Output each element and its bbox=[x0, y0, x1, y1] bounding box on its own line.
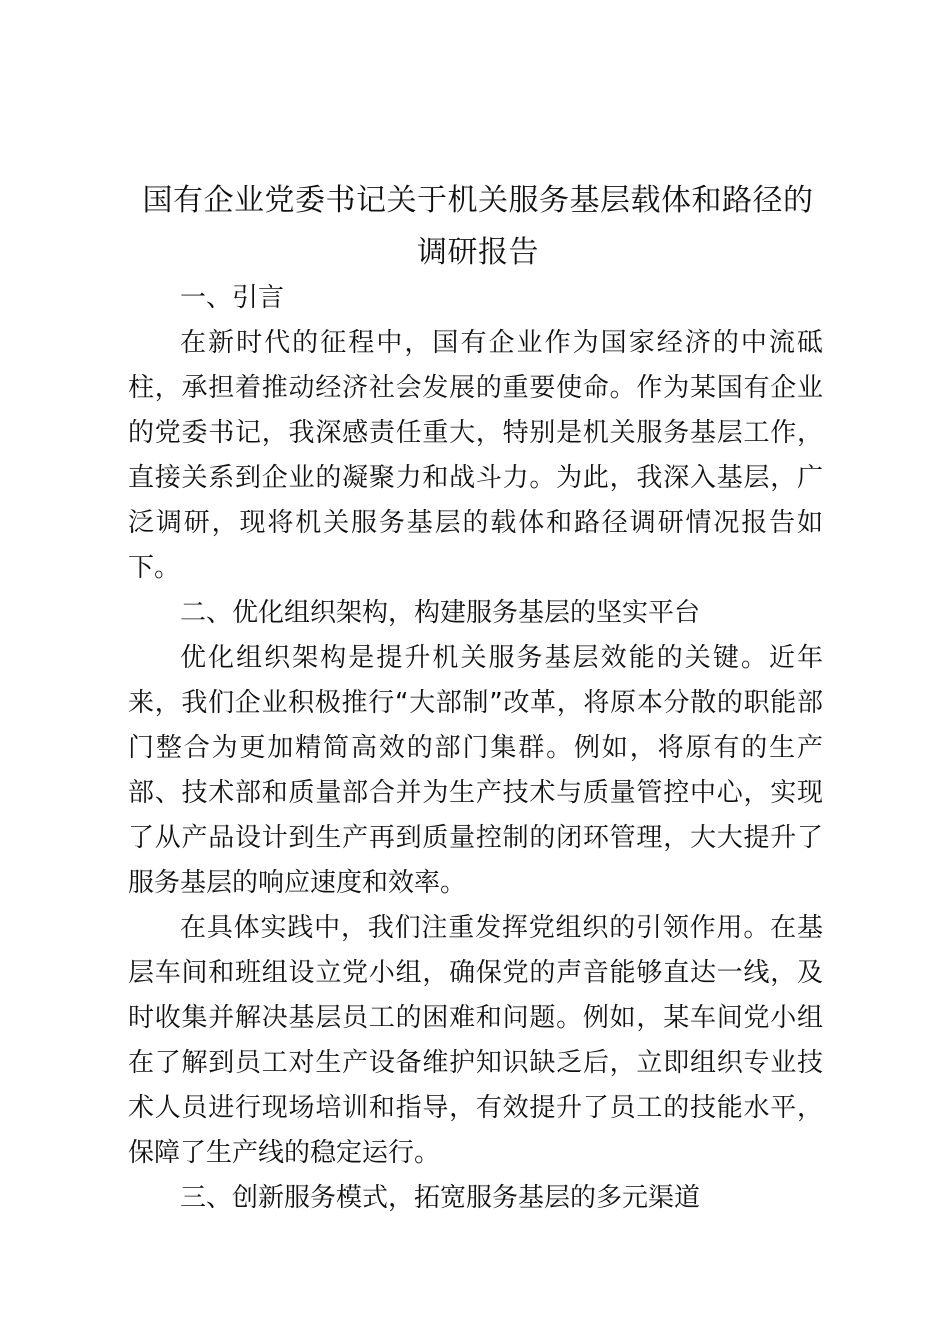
intro-paragraph: 在新时代的征程中，国有企业作为国家经济的中流砥柱，承担着推动经济社会发展的重要使命。作为某国有企业的党委书记，我深感责任重大，特别是机关服务基层工作，直接关系到企业的凝聚力和战斗力。为此，我深入基层，广泛调研，现将机关服务基层的载体和路径调研情况报告如下。 bbox=[128, 328, 823, 583]
section-heading-service-model: 三、创新服务模式，拓宽服务基层的多元渠道 bbox=[180, 1183, 701, 1213]
section-heading-intro: 一、引言 bbox=[180, 283, 285, 313]
section-heading-organization: 二、优化组织架构，构建服务基层的坚实平台 bbox=[180, 598, 701, 628]
document-title: 国有企业党委书记关于机关服务基层载体和路径的调研报告 bbox=[142, 183, 814, 270]
document-body bbox=[128, 276, 823, 1221]
organization-paragraph-1: 优化组织架构是提升机关服务基层效能的关键。近年来，我们企业积极推行“大部制”改革，将原本分散的职能部门整合为更加精简高效的部门集群。例如，将原有的生产部、技术部和质量部合并为生产技术与质量管控中心，实现了从产品设计到生产再到质量控制的闭环管理，大大提升了服务基层的响应速度和效率。 bbox=[128, 643, 823, 898]
organization-paragraph-2: 在具体实践中，我们注重发挥党组织的引领作用。在基层车间和班组设立党小组，确保党的声音能够直达一线，及时收集并解决基层员工的困难和问题。例如，某车间党小组在了解到员工对生产设备维护知识缺乏后，立即组织专业技术人员进行现场培训和指导，有效提升了员工的技能水平，保障了生产线的稳定运行。 bbox=[128, 913, 823, 1168]
